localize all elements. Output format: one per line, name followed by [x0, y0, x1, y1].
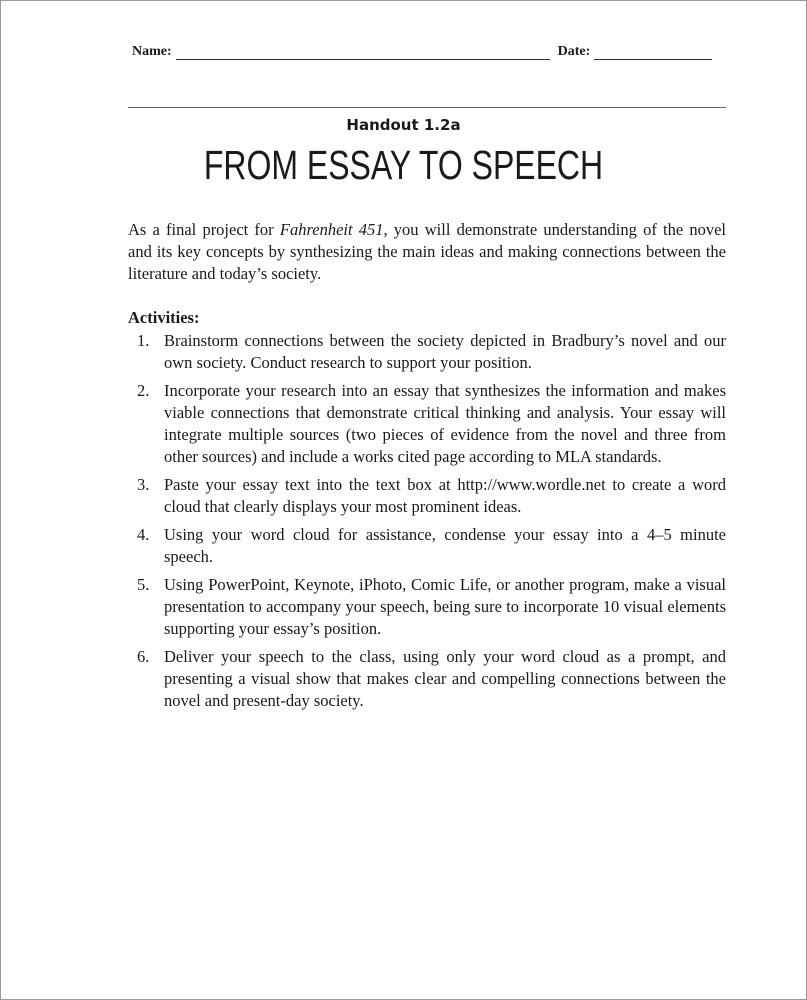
list-item: [128, 574, 726, 640]
item-number: 4.: [137, 525, 150, 544]
intro-paragraph: [128, 219, 726, 285]
intro-text: As a final project for: [128, 220, 280, 239]
list-item: [128, 646, 726, 712]
intro-text: , you will demonstrate understanding of the novel and its key concepts by synthesizing the main ideas and making connections between the literature and today’s society.: [128, 220, 726, 283]
list-item: [128, 330, 726, 374]
item-number: 3.: [137, 475, 150, 494]
item-text: Using your word cloud for assistance, condense your essay into a 4–5 minute speech.: [164, 525, 726, 566]
handout-label: Handout 1.2a: [346, 116, 461, 134]
item-text: Incorporate your research into an essay that synthesizes the information and makes viable connections that demonstrate critical thinking and analysis. Your essay will integrate multiple sources (two pieces of evidence from the novel and three from other sources) and include a works cited page according to MLA standards.: [164, 381, 726, 466]
item-text: Paste your essay text into the text box at http://www.wordle.net to create a word cloud that clearly displays your most prominent ideas.: [164, 475, 726, 516]
item-text: Using PowerPoint, Keynote, iPhoto, Comic Life, or another program, make a visual presentation to accompany your speech, being sure to incorporate 10 visual elements supporting your essay’s position.: [164, 575, 726, 638]
name-blank: [176, 45, 550, 60]
name-date-row: [132, 44, 722, 60]
item-text: Brainstorm connections between the society depicted in Bradbury’s novel and our own society. Conduct research to support your position.: [164, 331, 726, 372]
book-title: Fahrenheit 451: [279, 220, 384, 239]
list-item: [128, 474, 726, 518]
list-item: [128, 524, 726, 568]
item-number: 6.: [137, 647, 150, 666]
item-number: 2.: [137, 381, 150, 400]
date-blank: [594, 45, 712, 60]
name-label: Name:: [132, 44, 172, 59]
page-title: FROM ESSAY TO SPEECH: [203, 142, 604, 188]
item-text: Deliver your speech to the class, using only your word cloud as a prompt, and presenting a visual show that makes clear and compelling connections between the novel and present-day society.: [164, 647, 726, 710]
list-item: [128, 380, 726, 468]
header-rule: [128, 107, 726, 108]
item-number: 5.: [137, 575, 150, 594]
date-label: Date:: [557, 44, 591, 59]
activities-heading: Activities:: [128, 308, 200, 327]
item-number: 1.: [137, 331, 150, 350]
activities-list: [128, 330, 726, 718]
